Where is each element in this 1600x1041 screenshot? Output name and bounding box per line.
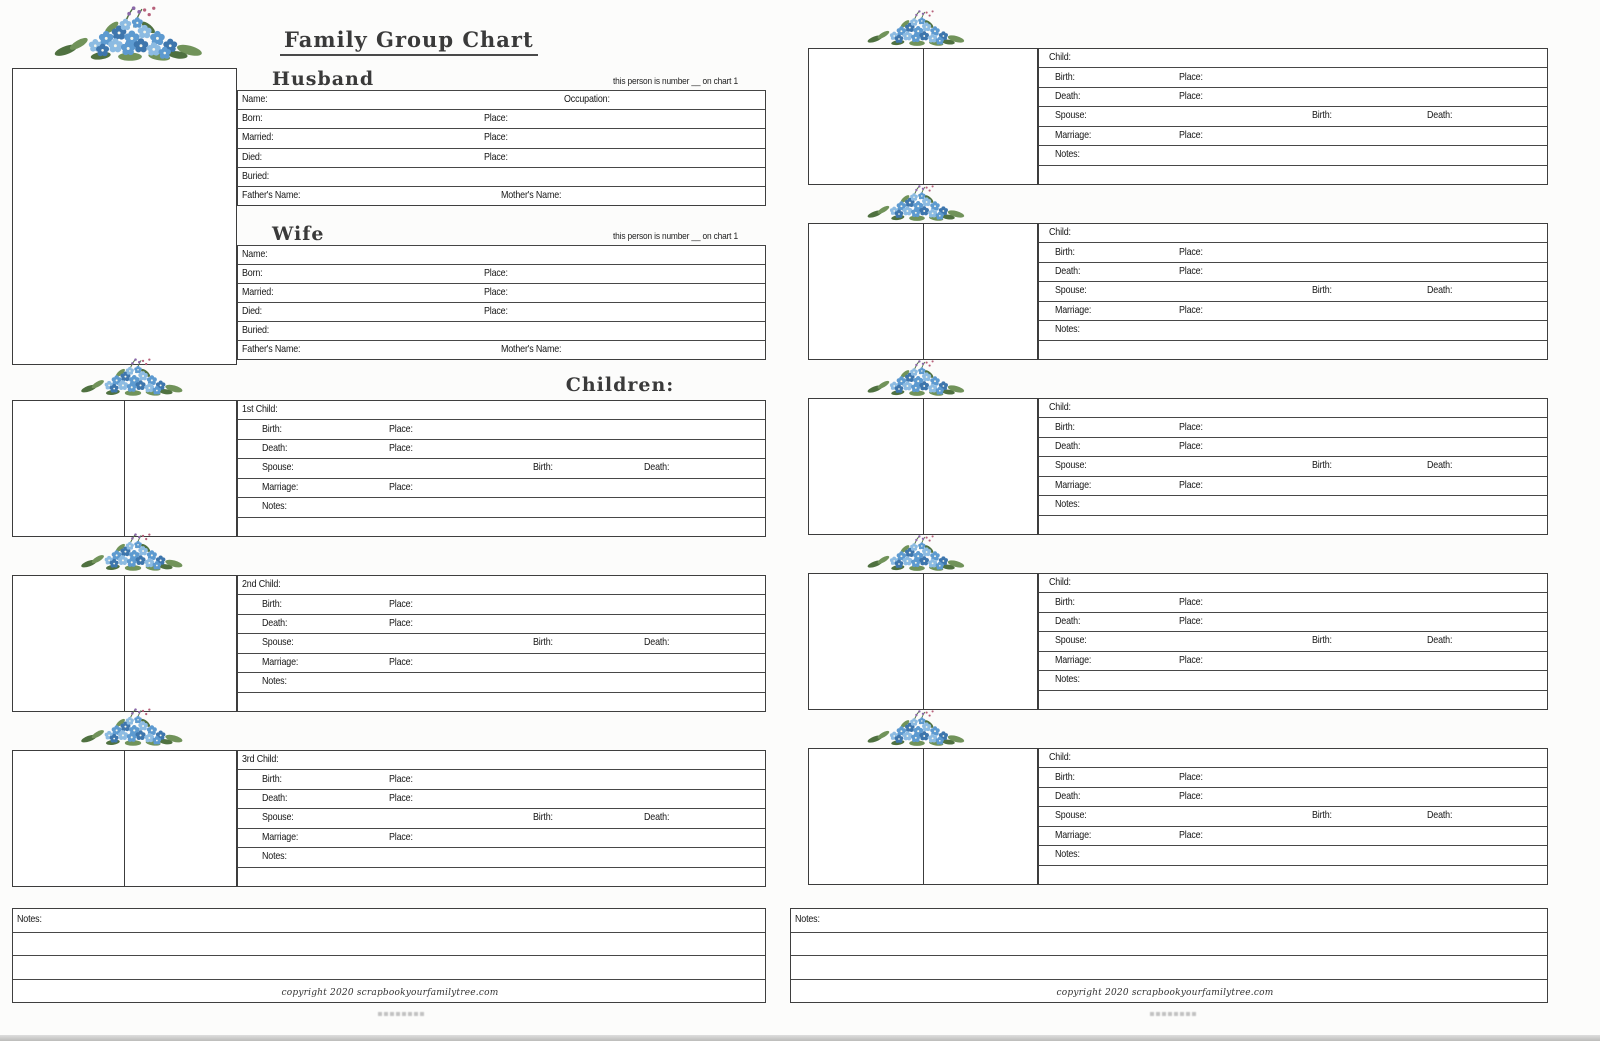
photo-placeholder	[924, 574, 1038, 709]
place-label: Place:	[1179, 478, 1203, 491]
photo-placeholder	[809, 574, 924, 709]
place-label: Place:	[1179, 420, 1203, 433]
child-form	[237, 575, 766, 712]
death-label: Death:	[1055, 265, 1081, 278]
place-label: Place:	[389, 617, 413, 630]
birth-label: Birth:	[1055, 595, 1075, 608]
marriage-row	[238, 829, 765, 848]
fathers-name-label: Father's Name:	[242, 188, 301, 201]
place-label: Place:	[1179, 790, 1203, 803]
chart-number-note: this person is number __ on chart 1	[613, 231, 738, 242]
died-row	[238, 303, 765, 322]
blank-line	[13, 933, 765, 957]
child-section-title: 2nd Child:	[242, 578, 281, 591]
fathers-name-label: Father's Name:	[242, 343, 301, 355]
forget-me-not-flowers-icon	[842, 181, 992, 223]
child-form	[237, 400, 766, 537]
notes-label: Notes:	[17, 913, 42, 925]
marriage-label: Marriage:	[1055, 828, 1092, 841]
spouse-birth-label: Birth:	[1312, 459, 1332, 472]
spouse-birth-label: Birth:	[1312, 109, 1332, 122]
born-label: Born:	[242, 267, 263, 279]
died-row	[238, 149, 765, 168]
blank-row	[1039, 691, 1547, 709]
blank-line	[13, 956, 765, 980]
forget-me-not-flowers-icon	[58, 704, 208, 748]
notes-row	[1039, 146, 1547, 165]
place-label: Place:	[1179, 653, 1203, 666]
name-row	[238, 91, 765, 110]
marriage-label: Marriage:	[1055, 303, 1092, 316]
married-label: Married:	[242, 131, 274, 144]
birth-row	[238, 595, 765, 614]
spouse-label: Spouse:	[262, 461, 294, 474]
death-label: Death:	[262, 792, 288, 805]
death-row	[1039, 438, 1547, 457]
notes-label-row	[13, 909, 765, 933]
spouse-death-label: Death:	[1427, 284, 1453, 297]
birth-row	[1039, 593, 1547, 612]
buried-label: Buried:	[242, 169, 270, 182]
birth-label: Birth:	[1055, 245, 1075, 258]
child-section-title: Child:	[1049, 576, 1071, 589]
place-label: Place:	[389, 422, 413, 435]
spouse-birth-label: Birth:	[1312, 809, 1332, 822]
photo-placeholder	[924, 224, 1038, 359]
marriage-row	[238, 654, 765, 673]
spouse-label: Spouse:	[1055, 109, 1087, 122]
birth-label: Birth:	[262, 597, 282, 610]
death-row	[1039, 88, 1547, 107]
marriage-label: Marriage:	[262, 480, 299, 493]
notes-label-row	[791, 909, 1547, 933]
spouse-row	[1039, 807, 1547, 826]
spouse-death-label: Death:	[1427, 809, 1453, 822]
spouse-label: Spouse:	[1055, 284, 1087, 297]
marriage-row	[1039, 827, 1547, 846]
marriage-row	[1039, 302, 1547, 321]
birth-label: Birth:	[1055, 70, 1075, 83]
children-section-title: Children:	[565, 374, 675, 396]
blank-row	[238, 518, 765, 536]
child-title-row	[1039, 49, 1547, 68]
child-title-row	[1039, 399, 1547, 418]
death-label: Death:	[1055, 440, 1081, 453]
birth-row	[238, 420, 765, 439]
death-row	[238, 440, 765, 459]
born-label: Born:	[242, 112, 263, 125]
birth-label: Birth:	[1055, 420, 1075, 433]
birth-row	[1039, 243, 1547, 262]
spouse-death-label: Death:	[644, 461, 670, 474]
spouse-birth-label: Birth:	[1312, 284, 1332, 297]
died-label: Died:	[242, 150, 262, 163]
marriage-label: Marriage:	[262, 830, 299, 843]
blank-row	[238, 868, 765, 886]
spouse-birth-label: Birth:	[1312, 634, 1332, 647]
spouse-row	[238, 459, 765, 478]
notes-label: Notes:	[1055, 323, 1080, 336]
child-form	[1038, 573, 1548, 710]
death-label: Death:	[262, 442, 288, 455]
notes-row	[1039, 496, 1547, 515]
notes-row	[238, 848, 765, 867]
died-label: Died:	[242, 305, 262, 317]
spouse-death-label: Death:	[1427, 634, 1453, 647]
place-label: Place:	[389, 772, 413, 785]
spouse-row	[1039, 282, 1547, 301]
forget-me-not-flowers-icon	[842, 531, 992, 573]
wife-header	[237, 225, 766, 246]
child-form	[237, 750, 766, 887]
marriage-label: Marriage:	[1055, 128, 1092, 141]
notes-label: Notes:	[262, 675, 287, 688]
birth-row	[1039, 768, 1547, 787]
notes-label: Notes:	[262, 500, 287, 513]
child-title-row	[238, 751, 765, 770]
death-label: Death:	[1055, 90, 1081, 103]
place-label: Place:	[484, 150, 508, 163]
spouse-birth-label: Birth:	[533, 636, 553, 649]
photo-placeholder-pair	[12, 750, 237, 887]
scan-edge-band	[0, 1035, 1600, 1041]
occupation-label: Occupation:	[564, 93, 610, 106]
birth-row	[238, 770, 765, 789]
place-label: Place:	[1179, 770, 1203, 783]
death-row	[1039, 613, 1547, 632]
spouse-death-label: Death:	[1427, 109, 1453, 122]
husband-title: Husband	[272, 68, 375, 90]
spouse-death-label: Death:	[644, 811, 670, 824]
wife-form	[237, 246, 766, 360]
blank-row	[1039, 341, 1547, 359]
spouse-row	[1039, 107, 1547, 126]
notes-label: Notes:	[1055, 673, 1080, 686]
notes-row	[1039, 671, 1547, 690]
child-title-row	[238, 576, 765, 595]
spouse-death-label: Death:	[1427, 459, 1453, 472]
name-label: Name:	[242, 248, 268, 260]
place-label: Place:	[1179, 245, 1203, 258]
photo-placeholder	[809, 749, 924, 884]
photo-placeholder	[13, 751, 125, 886]
place-label: Place:	[389, 792, 413, 805]
photo-placeholder-pair	[808, 573, 1038, 710]
name-label: Name:	[242, 93, 268, 106]
photo-placeholder	[809, 224, 924, 359]
place-label: Place:	[389, 597, 413, 610]
photo-placeholder	[125, 401, 236, 536]
death-label: Death:	[1055, 790, 1081, 803]
child-section-title: 1st Child:	[242, 403, 278, 416]
child-form	[1038, 48, 1548, 185]
spouse-death-label: Death:	[644, 636, 670, 649]
spouse-label: Spouse:	[1055, 809, 1087, 822]
blank-row	[238, 693, 765, 711]
notes-row	[1039, 321, 1547, 340]
born-row	[238, 265, 765, 284]
blank-row	[1039, 516, 1547, 534]
place-label: Place:	[1179, 615, 1203, 628]
birth-row	[1039, 418, 1547, 437]
page-title: Family Group Chart	[280, 27, 538, 56]
place-label: Place:	[389, 655, 413, 668]
photo-placeholder	[809, 49, 924, 184]
blank-line	[791, 933, 1547, 957]
photo-placeholder	[809, 399, 924, 534]
birth-label: Birth:	[262, 772, 282, 785]
photo-placeholder-pair	[808, 398, 1038, 535]
place-label: Place:	[1179, 303, 1203, 316]
wife-title: Wife	[272, 223, 325, 245]
photo-placeholder	[924, 749, 1038, 884]
place-label: Place:	[484, 267, 508, 279]
fine-print-mark	[378, 1012, 426, 1016]
spouse-row	[1039, 632, 1547, 651]
birth-row	[1039, 68, 1547, 87]
married-row	[238, 129, 765, 148]
photo-placeholder-pair	[12, 575, 237, 712]
spouse-row	[1039, 457, 1547, 476]
child-title-row	[1039, 574, 1547, 593]
notes-row	[1039, 846, 1547, 865]
child-section-title: Child:	[1049, 401, 1071, 414]
spouse-birth-label: Birth:	[533, 811, 553, 824]
death-label: Death:	[262, 617, 288, 630]
photo-placeholder	[125, 751, 236, 886]
spouse-row	[238, 634, 765, 653]
parents-row	[238, 187, 765, 205]
husband-header	[237, 68, 766, 91]
forget-me-not-flowers-icon	[842, 706, 992, 748]
blank-row	[1039, 166, 1547, 184]
place-label: Place:	[484, 305, 508, 317]
child-section-title: 3rd Child:	[242, 753, 279, 766]
death-row	[1039, 788, 1547, 807]
place-label: Place:	[1179, 70, 1203, 83]
forget-me-not-flowers-icon	[842, 356, 992, 398]
child-form	[1038, 398, 1548, 535]
child-form	[1038, 748, 1548, 885]
blank-row	[1039, 866, 1547, 884]
buried-row	[238, 322, 765, 341]
husband-form	[237, 91, 766, 206]
spouse-row	[238, 809, 765, 828]
name-row	[238, 246, 765, 265]
marriage-label: Marriage:	[1055, 478, 1092, 491]
notes-label: Notes:	[1055, 148, 1080, 161]
death-label: Death:	[1055, 615, 1081, 628]
spouse-label: Spouse:	[1055, 459, 1087, 472]
place-label: Place:	[1179, 440, 1203, 453]
spouse-birth-label: Birth:	[533, 461, 553, 474]
marriage-row	[1039, 477, 1547, 496]
married-label: Married:	[242, 286, 274, 298]
notes-label: Notes:	[262, 850, 287, 863]
photo-placeholder	[13, 401, 125, 536]
place-label: Place:	[389, 830, 413, 843]
child-section-title: Child:	[1049, 226, 1071, 239]
photo-placeholder-pair	[808, 223, 1038, 360]
notes-row	[238, 673, 765, 692]
photo-placeholder-large	[12, 68, 237, 365]
copyright-left: copyright 2020 scrapbookyourfamilytree.com	[281, 988, 499, 998]
photo-placeholder	[924, 49, 1038, 184]
child-section-title: Child:	[1049, 51, 1071, 64]
birth-label: Birth:	[1055, 770, 1075, 783]
marriage-row	[238, 479, 765, 498]
notes-label: Notes:	[795, 913, 820, 925]
place-label: Place:	[1179, 828, 1203, 841]
forget-me-not-flowers-icon	[30, 0, 230, 64]
parents-row	[238, 341, 765, 359]
photo-placeholder-pair	[12, 400, 237, 537]
marriage-row	[1039, 127, 1547, 146]
death-row	[1039, 263, 1547, 282]
birth-label: Birth:	[262, 422, 282, 435]
chart-number-note: this person is number __ on chart 1	[613, 76, 738, 87]
mothers-name-label: Mother's Name:	[501, 188, 562, 201]
fine-print-mark	[1150, 1012, 1198, 1016]
photo-placeholder-pair	[808, 48, 1038, 185]
spouse-label: Spouse:	[1055, 634, 1087, 647]
notes-row	[238, 498, 765, 517]
place-label: Place:	[1179, 265, 1203, 278]
buried-row	[238, 168, 765, 187]
child-form	[1038, 223, 1548, 360]
photo-placeholder	[13, 576, 125, 711]
death-row	[238, 790, 765, 809]
copyright-right: copyright 2020 scrapbookyourfamilytree.com	[1056, 988, 1274, 998]
forget-me-not-flowers-icon	[842, 6, 992, 48]
notes-label: Notes:	[1055, 498, 1080, 511]
child-section-title: Child:	[1049, 751, 1071, 764]
blank-line	[791, 956, 1547, 980]
place-label: Place:	[484, 131, 508, 144]
forget-me-not-flowers-icon	[58, 354, 208, 398]
marriage-label: Marriage:	[262, 655, 299, 668]
marriage-label: Marriage:	[1055, 653, 1092, 666]
child-title-row	[238, 401, 765, 420]
photo-placeholder	[125, 576, 236, 711]
buried-label: Buried:	[242, 324, 270, 336]
death-row	[238, 615, 765, 634]
place-label: Place:	[1179, 128, 1203, 141]
forget-me-not-flowers-icon	[58, 529, 208, 573]
place-label: Place:	[389, 442, 413, 455]
place-label: Place:	[484, 112, 508, 125]
place-label: Place:	[484, 286, 508, 298]
place-label: Place:	[1179, 595, 1203, 608]
photo-placeholder	[924, 399, 1038, 534]
spouse-label: Spouse:	[262, 811, 294, 824]
photo-placeholder-pair	[808, 748, 1038, 885]
born-row	[238, 110, 765, 129]
place-label: Place:	[1179, 90, 1203, 103]
child-title-row	[1039, 224, 1547, 243]
child-title-row	[1039, 749, 1547, 768]
notes-label: Notes:	[1055, 848, 1080, 861]
marriage-row	[1039, 652, 1547, 671]
mothers-name-label: Mother's Name:	[501, 343, 562, 355]
place-label: Place:	[389, 480, 413, 493]
married-row	[238, 284, 765, 303]
spouse-label: Spouse:	[262, 636, 294, 649]
